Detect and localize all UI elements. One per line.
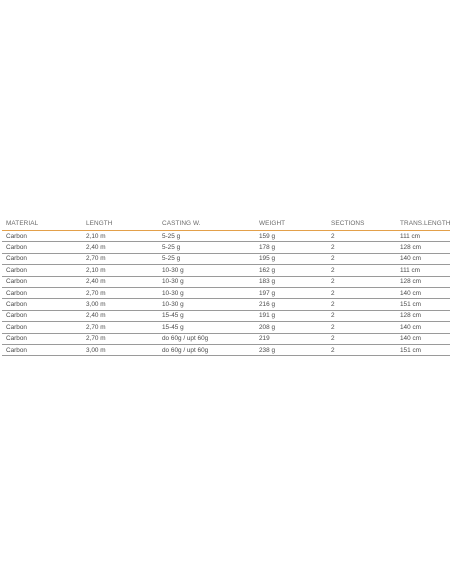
cell-length: 2,40 m (82, 276, 158, 287)
cell-material: Carbon (2, 310, 82, 321)
table-row (2, 333, 450, 344)
cell-length: 2,10 m (82, 231, 158, 242)
cell-trans-length: 128 cm (396, 276, 450, 287)
cell-weight: 197 g (255, 287, 327, 298)
cell-weight: 191 g (255, 310, 327, 321)
cell-material: Carbon (2, 322, 82, 333)
table-row (2, 299, 450, 310)
cell-material: Carbon (2, 287, 82, 298)
cell-casting-weight: 5-25 g (158, 231, 255, 242)
cell-length: 2,70 m (82, 333, 158, 344)
cell-trans-length: 140 cm (396, 322, 450, 333)
cell-casting-weight: 10-30 g (158, 299, 255, 310)
cell-weight: 216 g (255, 299, 327, 310)
cell-sections: 2 (327, 276, 396, 287)
cell-trans-length: 151 cm (396, 344, 450, 355)
column-header-material: MATERIAL (2, 217, 82, 231)
spec-table-header (2, 217, 450, 231)
cell-trans-length: 111 cm (396, 231, 450, 242)
cell-length: 3,00 m (82, 344, 158, 355)
cell-material: Carbon (2, 231, 82, 242)
header-row (2, 217, 450, 231)
cell-casting-weight: do 60g / upt 60g (158, 333, 255, 344)
cell-material: Carbon (2, 242, 82, 253)
table-row (2, 276, 450, 287)
cell-sections: 2 (327, 287, 396, 298)
cell-casting-weight: 5-25 g (158, 253, 255, 264)
cell-sections: 2 (327, 333, 396, 344)
cell-length: 2,70 m (82, 287, 158, 298)
cell-weight: 238 g (255, 344, 327, 355)
cell-trans-length: 111 cm (396, 265, 450, 276)
cell-trans-length: 140 cm (396, 287, 450, 298)
table-row (2, 242, 450, 253)
cell-casting-weight: 15-45 g (158, 310, 255, 321)
cell-length: 2,40 m (82, 242, 158, 253)
cell-material: Carbon (2, 333, 82, 344)
cell-casting-weight: 10-30 g (158, 276, 255, 287)
table-row (2, 287, 450, 298)
column-header-weight: WEIGHT (255, 217, 327, 231)
cell-weight: 219 (255, 333, 327, 344)
cell-sections: 2 (327, 253, 396, 264)
cell-material: Carbon (2, 344, 82, 355)
cell-weight: 208 g (255, 322, 327, 333)
table-row (2, 265, 450, 276)
column-header-length: LENGTH (82, 217, 158, 231)
table-row (2, 310, 450, 321)
table-row (2, 253, 450, 264)
table-row (2, 231, 450, 242)
cell-material: Carbon (2, 253, 82, 264)
cell-sections: 2 (327, 344, 396, 355)
cell-sections: 2 (327, 231, 396, 242)
cell-length: 2,70 m (82, 322, 158, 333)
cell-trans-length: 140 cm (396, 333, 450, 344)
cell-weight: 195 g (255, 253, 327, 264)
cell-sections: 2 (327, 242, 396, 253)
cell-trans-length: 128 cm (396, 310, 450, 321)
table-row (2, 322, 450, 333)
cell-casting-weight: 10-30 g (158, 287, 255, 298)
cell-casting-weight: 15-45 g (158, 322, 255, 333)
cell-weight: 159 g (255, 231, 327, 242)
cell-trans-length: 140 cm (396, 253, 450, 264)
column-header-sections: SECTIONS (327, 217, 396, 231)
cell-weight: 183 g (255, 276, 327, 287)
cell-sections: 2 (327, 310, 396, 321)
cell-sections: 2 (327, 265, 396, 276)
cell-weight: 162 g (255, 265, 327, 276)
spec-table-body (2, 231, 450, 356)
cell-length: 2,70 m (82, 253, 158, 264)
column-header-trans-length: TRANS.LENGTH (396, 217, 450, 231)
cell-material: Carbon (2, 265, 82, 276)
cell-trans-length: 128 cm (396, 242, 450, 253)
cell-casting-weight: 10-30 g (158, 265, 255, 276)
cell-weight: 178 g (255, 242, 327, 253)
cell-sections: 2 (327, 322, 396, 333)
cell-casting-weight: 5-25 g (158, 242, 255, 253)
table-row (2, 344, 450, 355)
cell-material: Carbon (2, 276, 82, 287)
cell-length: 3,00 m (82, 299, 158, 310)
cell-casting-weight: do 60g / upt 60g (158, 344, 255, 355)
spec-table (2, 217, 450, 356)
cell-length: 2,40 m (82, 310, 158, 321)
cell-length: 2,10 m (82, 265, 158, 276)
cell-sections: 2 (327, 299, 396, 310)
column-header-casting-weight: CASTING W. (158, 217, 255, 231)
cell-material: Carbon (2, 299, 82, 310)
cell-trans-length: 151 cm (396, 299, 450, 310)
